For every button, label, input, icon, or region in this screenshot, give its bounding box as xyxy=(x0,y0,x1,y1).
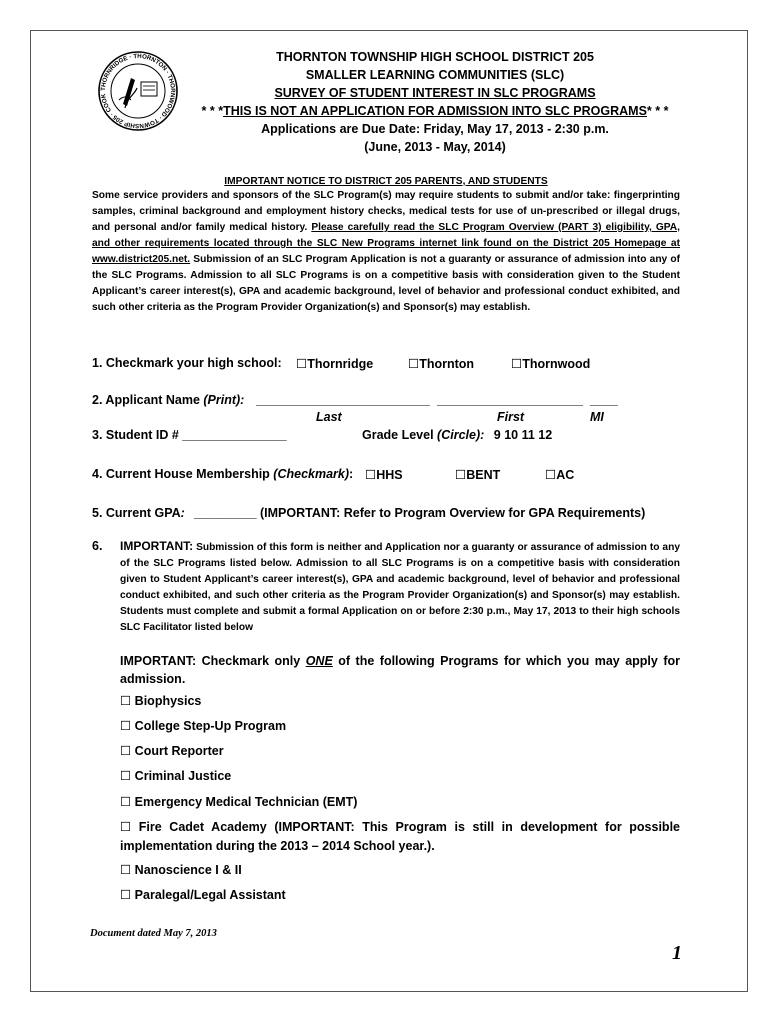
banner-suffix: * * * xyxy=(646,104,669,118)
checkbox-hhs[interactable]: ☐HHS xyxy=(365,468,403,482)
gpa-field[interactable]: _________ xyxy=(194,506,257,520)
gpa-note: (IMPORTANT: Refer to Program Overview for GPA Requirements) xyxy=(260,506,646,520)
q4-label-c: : xyxy=(349,467,354,481)
banner-prefix: * * * xyxy=(201,104,224,118)
checkbox-bent[interactable]: ☐BENT xyxy=(455,468,501,482)
not-application-banner xyxy=(200,104,670,118)
q4-label xyxy=(92,467,353,481)
program-nanoscience[interactable]: ☐ Nanoscience I & II xyxy=(120,863,242,877)
q5-label xyxy=(92,506,185,520)
program-paralegal[interactable]: ☐ Paralegal/Legal Assistant xyxy=(120,888,286,902)
program-criminal-justice[interactable]: ☐ Criminal Justice xyxy=(120,769,232,783)
q6-body xyxy=(120,538,680,636)
notice-text-b: Please carefully read the SLC Program Overview (PART 3) eligibility, GPA, and other requirements located through the SLC New Programs internet link found on the District 205 Homepage at www.district205.net. xyxy=(92,222,680,265)
grade-label-b: (Circle): xyxy=(437,428,485,442)
q6-lead: IMPORTANT: xyxy=(120,539,194,553)
mi-field[interactable]: ____ xyxy=(590,393,618,407)
checkbox-thornton[interactable]: ☐Thornton xyxy=(408,357,475,371)
program-biophysics[interactable]: ☐ Biophysics xyxy=(120,694,202,708)
programs-head-b: ONE xyxy=(305,654,333,668)
school-year: (June, 2013 - May, 2014) xyxy=(364,140,506,154)
last-caption: Last xyxy=(316,410,342,424)
program-fire-cadet[interactable]: ☐ Fire Cadet Academy (IMPORTANT: This Program is still in development for possible implementation during the 2013 – 2014 School year.). xyxy=(120,820,680,853)
district-seal-logo xyxy=(97,50,179,132)
notice-title: IMPORTANT NOTICE TO DISTRICT 205 PARENTS, AND STUDENTS xyxy=(224,176,548,187)
first-name-field[interactable]: _____________________ xyxy=(437,393,583,407)
program-college-step-up[interactable]: ☐ College Step-Up Program xyxy=(120,719,287,733)
program-court-reporter[interactable]: ☐ Court Reporter xyxy=(120,744,224,758)
banner-text: THIS IS NOT AN APPLICATION FOR ADMISSION INTO SLC PROGRAMS xyxy=(223,104,647,118)
checkbox-thornwood[interactable]: ☐Thornwood xyxy=(511,357,591,371)
q4-label-a: 4. Current House Membership xyxy=(92,467,274,481)
programs-heading xyxy=(120,652,680,688)
q5-label-b: : xyxy=(180,506,185,520)
q2-label-b: (Print): xyxy=(203,393,245,407)
notice-text-c: Submission of an SLC Program Application is not a guaranty or assurance of admission into any of the SLC Programs. Admission to all SLC Programs is on a competitive basis with consideration given to the Student Applicant’s career interest(s), GPA and academic background, level of behavior and professional conduct exhibited, and such other criteria as the Program Provider Organization(s) and Sponsor(s) may establish. xyxy=(92,254,680,313)
page-number: 1 xyxy=(672,942,682,964)
q2-label-a: 2. Applicant Name xyxy=(92,393,204,407)
programs-head-a: IMPORTANT: Checkmark only xyxy=(120,654,306,668)
grade-label-a: Grade Level xyxy=(362,428,438,442)
due-date: Applications are Due Date: Friday, May 17, 2013 - 2:30 p.m. xyxy=(261,122,609,136)
checkbox-thornridge[interactable]: ☐Thornridge xyxy=(296,357,374,371)
notice-body xyxy=(92,188,680,316)
svg-text:THORNRIDGE · THORNTON · THORNW: THORNRIDGE · THORNTON · THORNWOOD · TOWNSHIP 205 · COOK xyxy=(99,52,177,130)
grade-options[interactable]: 9 10 11 12 xyxy=(493,428,553,442)
mi-caption: MI xyxy=(590,410,604,424)
q6-text: Submission of this form is neither and Application nor a guaranty or assurance of admission to any of the SLC Programs listed below. Admission to all SLC Programs is on a competitive basis with consideration given to Student Applicant’s career interest(s), GPA and academic background, level of behavior and professional conduct exhibited, and such other criteria as the Program Provider Organization(s) and Sponsor(s) may establish. Students must complete and submit a formal Application on or before 2:30 p.m., May 17, 2013 to their high schools SLC Facilitator listed below xyxy=(120,542,680,633)
q4-label-b: (Checkmark) xyxy=(273,467,350,481)
programs-head-c: of the following Programs for which you may apply for admission. xyxy=(120,654,680,686)
student-id-field[interactable]: 3. Student ID # _______________ xyxy=(92,428,287,442)
survey-title: SURVEY OF STUDENT INTEREST IN SLC PROGRAMS xyxy=(274,86,596,100)
slc-title: SMALLER LEARNING COMMUNITIES (SLC) xyxy=(305,68,565,82)
program-emt[interactable]: ☐ Emergency Medical Technician (EMT) xyxy=(120,795,358,809)
district-title: THORNTON TOWNSHIP HIGH SCHOOL DISTRICT 205 xyxy=(276,50,594,64)
last-name-field[interactable]: _________________________ xyxy=(256,393,430,407)
q6-number: 6. xyxy=(92,539,103,553)
q2-label xyxy=(92,393,244,407)
document-date: Document dated May 7, 2013 xyxy=(90,928,217,939)
first-caption: First xyxy=(497,410,525,424)
q1-label: 1. Checkmark your high school: xyxy=(92,356,282,370)
checkbox-ac[interactable]: ☐AC xyxy=(545,468,575,482)
q5-label-a: 5. Current GPA xyxy=(92,506,181,520)
notice-text-a: Some service providers and sponsors of the SLC Program(s) may require students to submit and/or take: fingerprinting samples, criminal background and employment history checks, medical tests for use of un-prescribed or illegal drugs, and personal and/or family medical history. xyxy=(92,190,680,233)
grade-level[interactable] xyxy=(362,428,552,442)
